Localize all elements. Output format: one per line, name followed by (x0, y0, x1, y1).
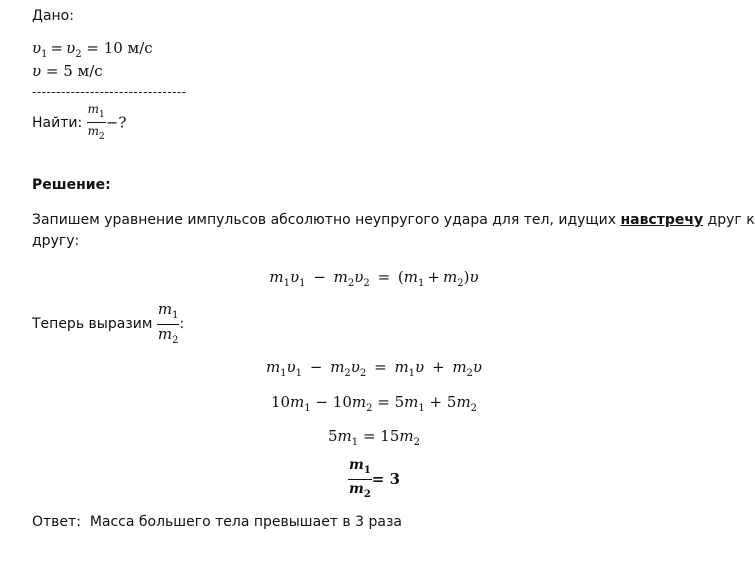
separator: -------------------------------- (32, 85, 187, 99)
equation-expanded: $m_1\upsilon_1 - m_2\upsilon_2 = m_1\upsilon + m_2\upsilon$ (265, 358, 483, 379)
solution-heading: Решение: (32, 177, 111, 193)
express-label: Теперь выразим (32, 316, 153, 332)
eq4-left: 5 (328, 427, 338, 445)
answer-line (32, 515, 402, 529)
given-v2-value: = 5 м/с (45, 62, 103, 80)
equation-momentum: $m_1\upsilon_1 - m_2\upsilon_2 = (m_1 + m_2)\upsilon$ (269, 268, 479, 289)
intro-bold: навстречу (620, 212, 704, 228)
given-v1-v2: $\upsilon_1 = \upsilon_2 = 10$ м/с (32, 39, 153, 60)
result-fraction: $\frac{m_1}{m_2}$ (348, 457, 371, 500)
result-value: = 3 (371, 470, 401, 488)
result (0, 458, 748, 500)
solution-intro (32, 213, 755, 227)
given-heading: Дано: (32, 8, 74, 24)
given-v-symbol: υ (32, 62, 42, 80)
given-v-value: = 10 м/с (86, 39, 153, 57)
eq3-right2: + 5 (429, 393, 457, 411)
intro-line2: другу: (32, 233, 80, 249)
find-fraction: $\frac{m_1}{m_2}$ (87, 102, 105, 143)
equation-numeric: $10m_1 - 10m_2 = 5m_1 + 5m_2$ (270, 393, 478, 414)
express-line: Теперь выразим $\frac{m_1}{m_2}$ : (32, 300, 185, 346)
eq3-mid: − 10 (315, 393, 352, 411)
eq3-right1: = 5 (377, 393, 405, 411)
express-fraction: $\frac{m_1}{m_2}$ (157, 300, 179, 346)
equation-simplified: $5m_1 = 15m_2$ (328, 427, 420, 448)
find-label: Найти: (32, 114, 83, 131)
find-suffix: −? (105, 113, 127, 132)
find-line (32, 103, 126, 143)
answer-label: Ответ: (32, 514, 81, 530)
eq4-right: = 15 (362, 427, 400, 445)
given-v (32, 64, 103, 79)
intro-after: друг к (703, 212, 755, 228)
eq3-left: 10 (270, 393, 291, 411)
intro-text: Запишем уравнение импульсов абсолютно неупругого удара для тел, идущих (32, 212, 621, 228)
answer-text: Масса большего тела превышает в 3 раза (89, 514, 402, 530)
